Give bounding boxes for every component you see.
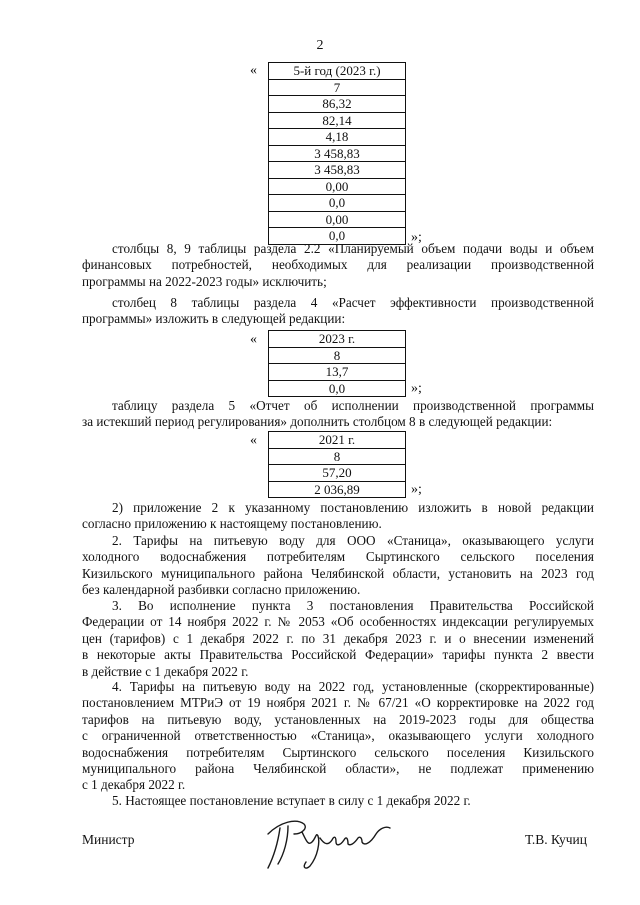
table-row bbox=[269, 112, 406, 129]
table-row bbox=[269, 79, 406, 96]
table-cell: 7 bbox=[269, 79, 406, 96]
text-line: согласно приложению к настоящему постановлению. bbox=[82, 516, 382, 532]
table1-close-mark: »; bbox=[411, 230, 422, 245]
text-line: программы на 2022-2023 годы» исключить; bbox=[82, 273, 327, 289]
table-cell: 0,00 bbox=[269, 211, 406, 228]
paragraph-item-4 bbox=[82, 679, 594, 794]
text-line: без календарной разбивки согласно приложению. bbox=[82, 582, 361, 598]
table-row bbox=[269, 195, 406, 212]
table-row bbox=[269, 211, 406, 228]
text-line: цен (тарифов) с 1 декабря 2022 г. по 31 декабря 2023 г. и о внесении изменений bbox=[82, 630, 594, 646]
table-cell: 3 458,83 bbox=[269, 162, 406, 179]
text-line: с ограниченной ответственностью «Станица», оказывающего услуги холодного bbox=[82, 728, 594, 744]
table-row bbox=[269, 145, 406, 162]
table-row bbox=[269, 347, 406, 364]
paragraph-item-2-tariffs bbox=[82, 533, 594, 599]
table-row bbox=[269, 178, 406, 195]
text-line: 5. Настоящее постановление вступает в силу с 1 декабря 2022 г. bbox=[112, 793, 471, 808]
handwritten-signature bbox=[258, 812, 393, 874]
table-row bbox=[269, 63, 406, 80]
table2-close-mark: »; bbox=[411, 381, 422, 396]
text-line: холодного водоснабжения потребителям Сыртинского сельского поселения bbox=[82, 549, 594, 565]
signatory-position: Министр bbox=[82, 832, 135, 847]
table-5th-year bbox=[268, 62, 406, 245]
table-row bbox=[269, 129, 406, 146]
text-line: Федерации от 14 ноября 2022 г. № 2053 «Об особенностях индексации регулируемых bbox=[82, 614, 594, 630]
table-cell: 82,14 bbox=[269, 112, 406, 129]
table-cell: 4,18 bbox=[269, 129, 406, 146]
text-line: таблицу раздела 5 «Отчет об исполнении производственной программы bbox=[112, 398, 594, 413]
table-cell: 0,0 bbox=[269, 380, 406, 397]
paragraph-appendix-2 bbox=[82, 500, 594, 533]
table-cell: 86,32 bbox=[269, 96, 406, 113]
table-cell: 8 bbox=[269, 448, 406, 465]
page-number: 2 bbox=[316, 38, 324, 53]
table-row bbox=[269, 380, 406, 397]
paragraph-item-3 bbox=[82, 598, 594, 680]
table-2021 bbox=[268, 431, 406, 498]
text-line: за истекший период регулирования» дополнить столбцом 8 в следующей редакции: bbox=[82, 414, 553, 430]
table-cell: 2021 г. bbox=[269, 432, 406, 449]
table-row bbox=[269, 96, 406, 113]
table-cell: 13,7 bbox=[269, 364, 406, 381]
table-row bbox=[269, 481, 406, 498]
text-line: постановлением МТРиЭ от 19 ноября 2021 г. № 67/21 «О корректировке на 2022 год bbox=[82, 695, 594, 711]
table-cell: 0,0 bbox=[269, 228, 406, 245]
table-cell: 5-й год (2023 г.) bbox=[269, 63, 406, 80]
table3-close-mark: »; bbox=[411, 482, 422, 497]
table-row bbox=[269, 331, 406, 348]
table-cell: 2 036,89 bbox=[269, 481, 406, 498]
text-line: финансовых потребностей, необходимых для реализации производственной bbox=[82, 257, 594, 273]
text-line: тарифов на питьевую воду, установленных на 2019-2023 годы для общества bbox=[82, 711, 594, 727]
text-line: в действие с 1 декабря 2022 г. bbox=[82, 663, 249, 679]
table-cell: 3 458,83 bbox=[269, 145, 406, 162]
text-line: столбец 8 таблицы раздела 4 «Расчет эффективности производственной bbox=[112, 295, 594, 310]
text-line: с 1 декабря 2022 г. bbox=[82, 777, 186, 793]
table-cell: 2023 г. bbox=[269, 331, 406, 348]
text-line: в некоторые акты Правительства Российской Федерации» тарифы пункта 2 ввести bbox=[82, 647, 594, 663]
text-line: 4. Тарифы на питьевую воду на 2022 год, установленные (скорректированные) bbox=[112, 679, 594, 694]
table-row bbox=[269, 162, 406, 179]
paragraph-columns-excluded bbox=[82, 241, 594, 290]
text-line: Кизильского муниципального района Челябинской области, установить на 2023 год bbox=[82, 565, 594, 581]
table2-open-quote: « bbox=[250, 332, 257, 347]
text-line: программы» изложить в следующей редакции: bbox=[82, 311, 346, 327]
paragraph-column-8-section-4 bbox=[82, 295, 594, 328]
text-line: 2. Тарифы на питьевую воду для ООО «Станица», оказывающего услуги bbox=[112, 533, 594, 548]
table-row bbox=[269, 364, 406, 381]
table-row bbox=[269, 432, 406, 449]
text-line: муниципального района Челябинской области», не подлежат применению bbox=[82, 761, 594, 777]
paragraph-table-section-5 bbox=[82, 398, 594, 431]
paragraph-item-5 bbox=[82, 793, 594, 809]
table-cell: 0,00 bbox=[269, 178, 406, 195]
table-cell: 8 bbox=[269, 347, 406, 364]
table3-open-quote: « bbox=[250, 433, 257, 448]
text-line: столбцы 8, 9 таблицы раздела 2.2 «Планируемый объем подачи воды и объем bbox=[112, 241, 594, 256]
table-row bbox=[269, 448, 406, 465]
table1-open-quote: « bbox=[250, 63, 257, 78]
text-line: 2) приложение 2 к указанному постановлению изложить в новой редакции bbox=[112, 500, 594, 515]
table-cell: 0,0 bbox=[269, 195, 406, 212]
table-2023 bbox=[268, 330, 406, 397]
text-line: водоснабжения потребителям Сыртинского сельского поселения Кизильского bbox=[82, 744, 594, 760]
signatory-name: Т.В. Кучиц bbox=[525, 832, 588, 847]
text-line: 3. Во исполнение пункта 3 постановления Правительства Российской bbox=[112, 598, 594, 613]
table-row bbox=[269, 465, 406, 482]
table-cell: 57,20 bbox=[269, 465, 406, 482]
